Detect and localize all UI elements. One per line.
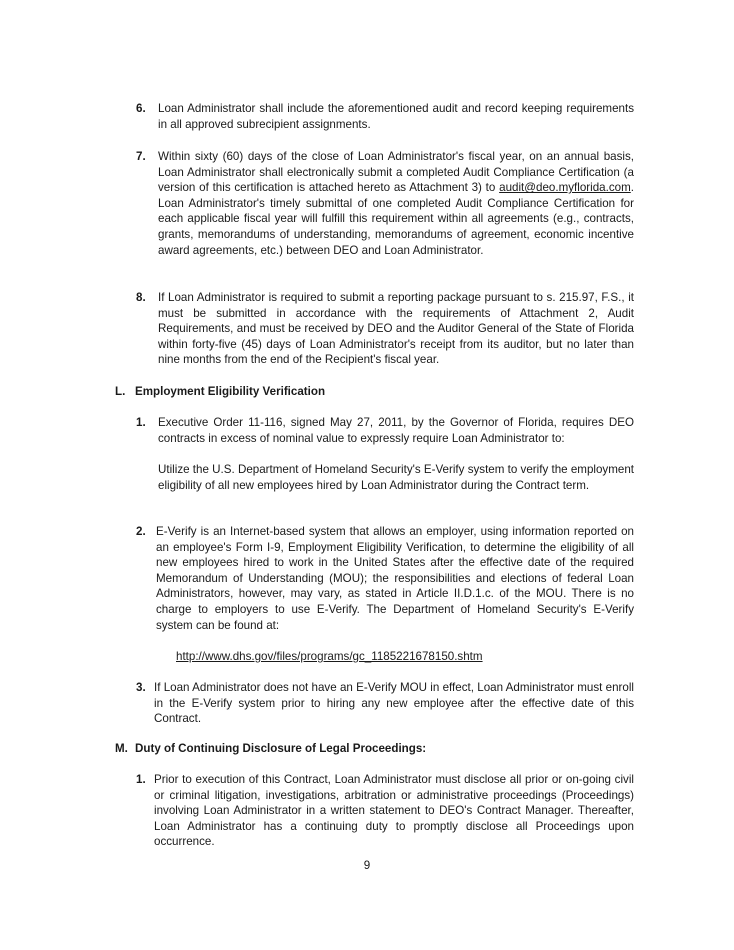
item-8-text: If Loan Administrator is required to submit a reporting package pursuant to s. 215.97, F.S., it must be submitted in accordance with the requirements of Attachment 2, Audit Requirements, and must be received by DEO and the Auditor General of the State of Florida within forty-five (45) days of Loan Administrator's receipt from its auditor, but no later than nine months from the end of the Recipient's fiscal year. [158,291,634,367]
item-7-text [158,149,634,258]
l-item-2-number: 2. [136,525,146,538]
page-number: 9 [363,859,371,872]
section-l-title: Employment Eligibility Verification [135,385,326,398]
m-item-1-number: 1. [136,773,146,786]
l-item-1-subtext: Utilize the U.S. Department of Homeland Security's E-Verify system to verify the employment eligibility of all new employees hired by Loan Administrator during the Contract term. [158,463,634,492]
m-item-1-text: Prior to execution of this Contract, Loan Administrator must disclose all prior or on-going civil or criminal litigation, investigations, arbitration or administrative proceedings (Proceedings) involving Loan Administrator in a written statement to DEO's Contract Manager. Thereafter, Loan Administrator has a continuing duty to promptly disclose all Proceedings upon occurrence. [154,773,634,849]
l-item-2-text: E-Verify is an Internet-based system that allows an employer, using information reported on an employee's Form I-9, Employment Eligibility Verification, to determine the eligibility of all new employees hired to work in the United States after the effective date of the required Memorandum of Understanding (MOU); the responsibilities and elections of federal Loan Administrators, however, may vary, as stated in Article II.D.1.c. of the MOU. There is no charge to employers to use E-Verify. The Department of Homeland Security's E-Verify system can be found at: [156,525,634,632]
l-item-1-text: Executive Order 11-116, signed May 27, 2011, by the Governor of Florida, requires DEO contracts in excess of nominal value to expressly require Loan Administrator to: [158,416,634,445]
l-item-1-number: 1. [136,416,146,429]
item-7-text-after: . Loan Administrator's timely submittal of one completed Audit Compliance Certification for each applicable fiscal year will fulfill this requirement within all agreements (e.g., contracts, grants, memorandums of understanding, memorandums of agreement, economic incentive award agreements, etc.) between DEO and Loan Administrator. [158,181,634,257]
item-6-number: 6. [136,102,146,115]
l-item-3-text: If Loan Administrator does not have an E-Verify MOU in effect, Loan Administrator must enroll in the E-Verify system prior to hiring any new employee after the effective date of this Contract. [154,681,634,726]
l-item-3-number: 3. [136,681,146,694]
item-7-number: 7. [136,150,146,163]
section-m-heading [115,741,426,757]
section-m-title: Duty of Continuing Disclosure of Legal Proceedings: [135,742,427,755]
section-l-heading [115,384,325,400]
section-l-label: L. [115,385,126,398]
item-7-text-before: Within sixty (60) days of the close of Loan Administrator's fiscal year, on an annual basis, Loan Administrator shall electronically submit a completed Audit Compliance Certification (a version of this certification is attached hereto as Attachment 3) to [158,150,634,195]
e-verify-url-link[interactable]: http://www.dhs.gov/files/programs/gc_1185221678150.shtm [176,650,483,663]
item-6-text: Loan Administrator shall include the aforementioned audit and record keeping requirements in all approved subrecipient assignments. [158,102,634,131]
section-m-label: M. [115,742,128,755]
audit-email-link[interactable]: audit@deo.myflorida.com [499,181,631,195]
item-8-number: 8. [136,291,146,304]
